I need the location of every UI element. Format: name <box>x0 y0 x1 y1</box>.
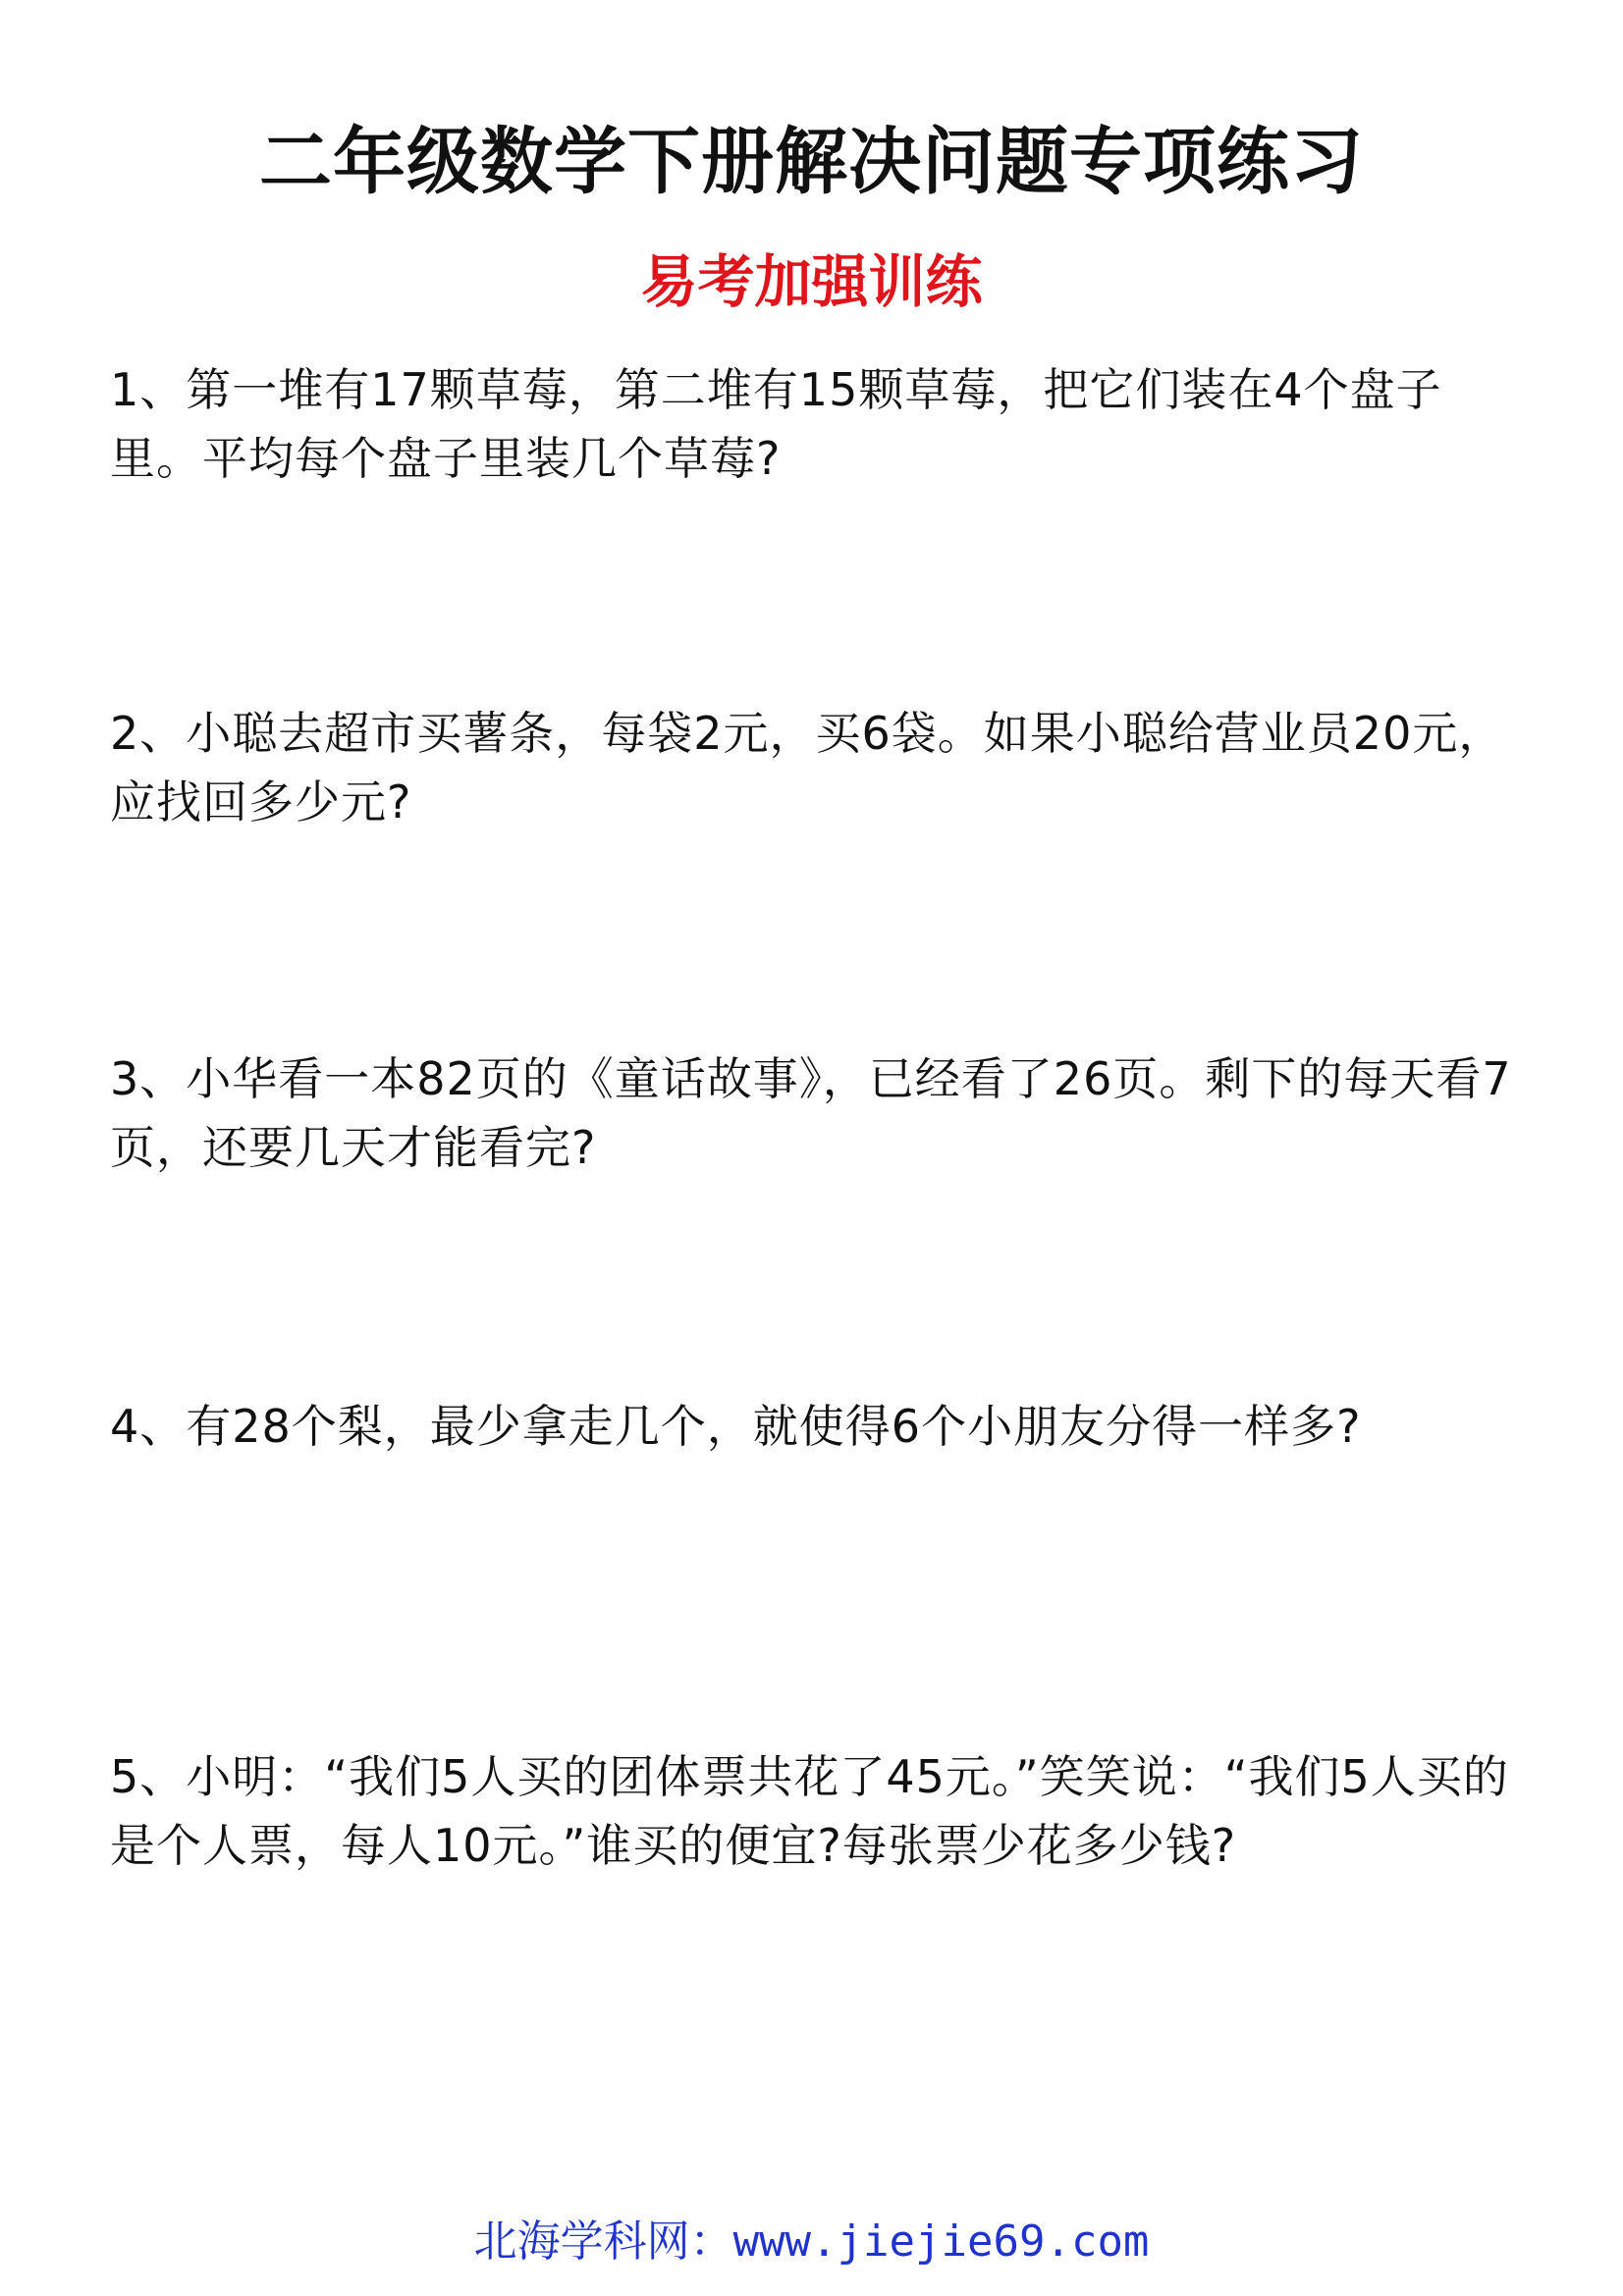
question-1: 1、第一堆有17颗草莓，第二堆有15颗草莓，把它们装在4个盘子里。平均每个盘子里装几个草莓? <box>110 363 1442 485</box>
footer-watermark <box>0 2216 1623 2267</box>
question-4: 4、有28个梨，最少拿走几个，就使得6个小朋友分得一样多? <box>110 1400 1362 1453</box>
footer-url[interactable]: www.jiejie69.com <box>732 2216 1150 2267</box>
question-5: 5、小明：“我们5人买的团体票共花了45元。”笑笑说：“我们5人买的是个人票，每人10元。”谁买的便宜?每张票少花多少钱? <box>110 1750 1509 1872</box>
question-2: 2、小聪去超市买薯条，每袋2元，买6袋。如果小聪给营业员20元，应找回多少元? <box>110 707 1505 828</box>
footer-label: 北海学科网： <box>473 2216 733 2267</box>
page-title: 二年级数学下册解决问题专项练习 <box>259 120 1364 204</box>
page-subtitle: 易考加强训练 <box>640 248 983 315</box>
question-3: 3、小华看一本82页的《童话故事》，已经看了26页。剩下的每天看7页，还要几天才能看完? <box>110 1052 1512 1174</box>
